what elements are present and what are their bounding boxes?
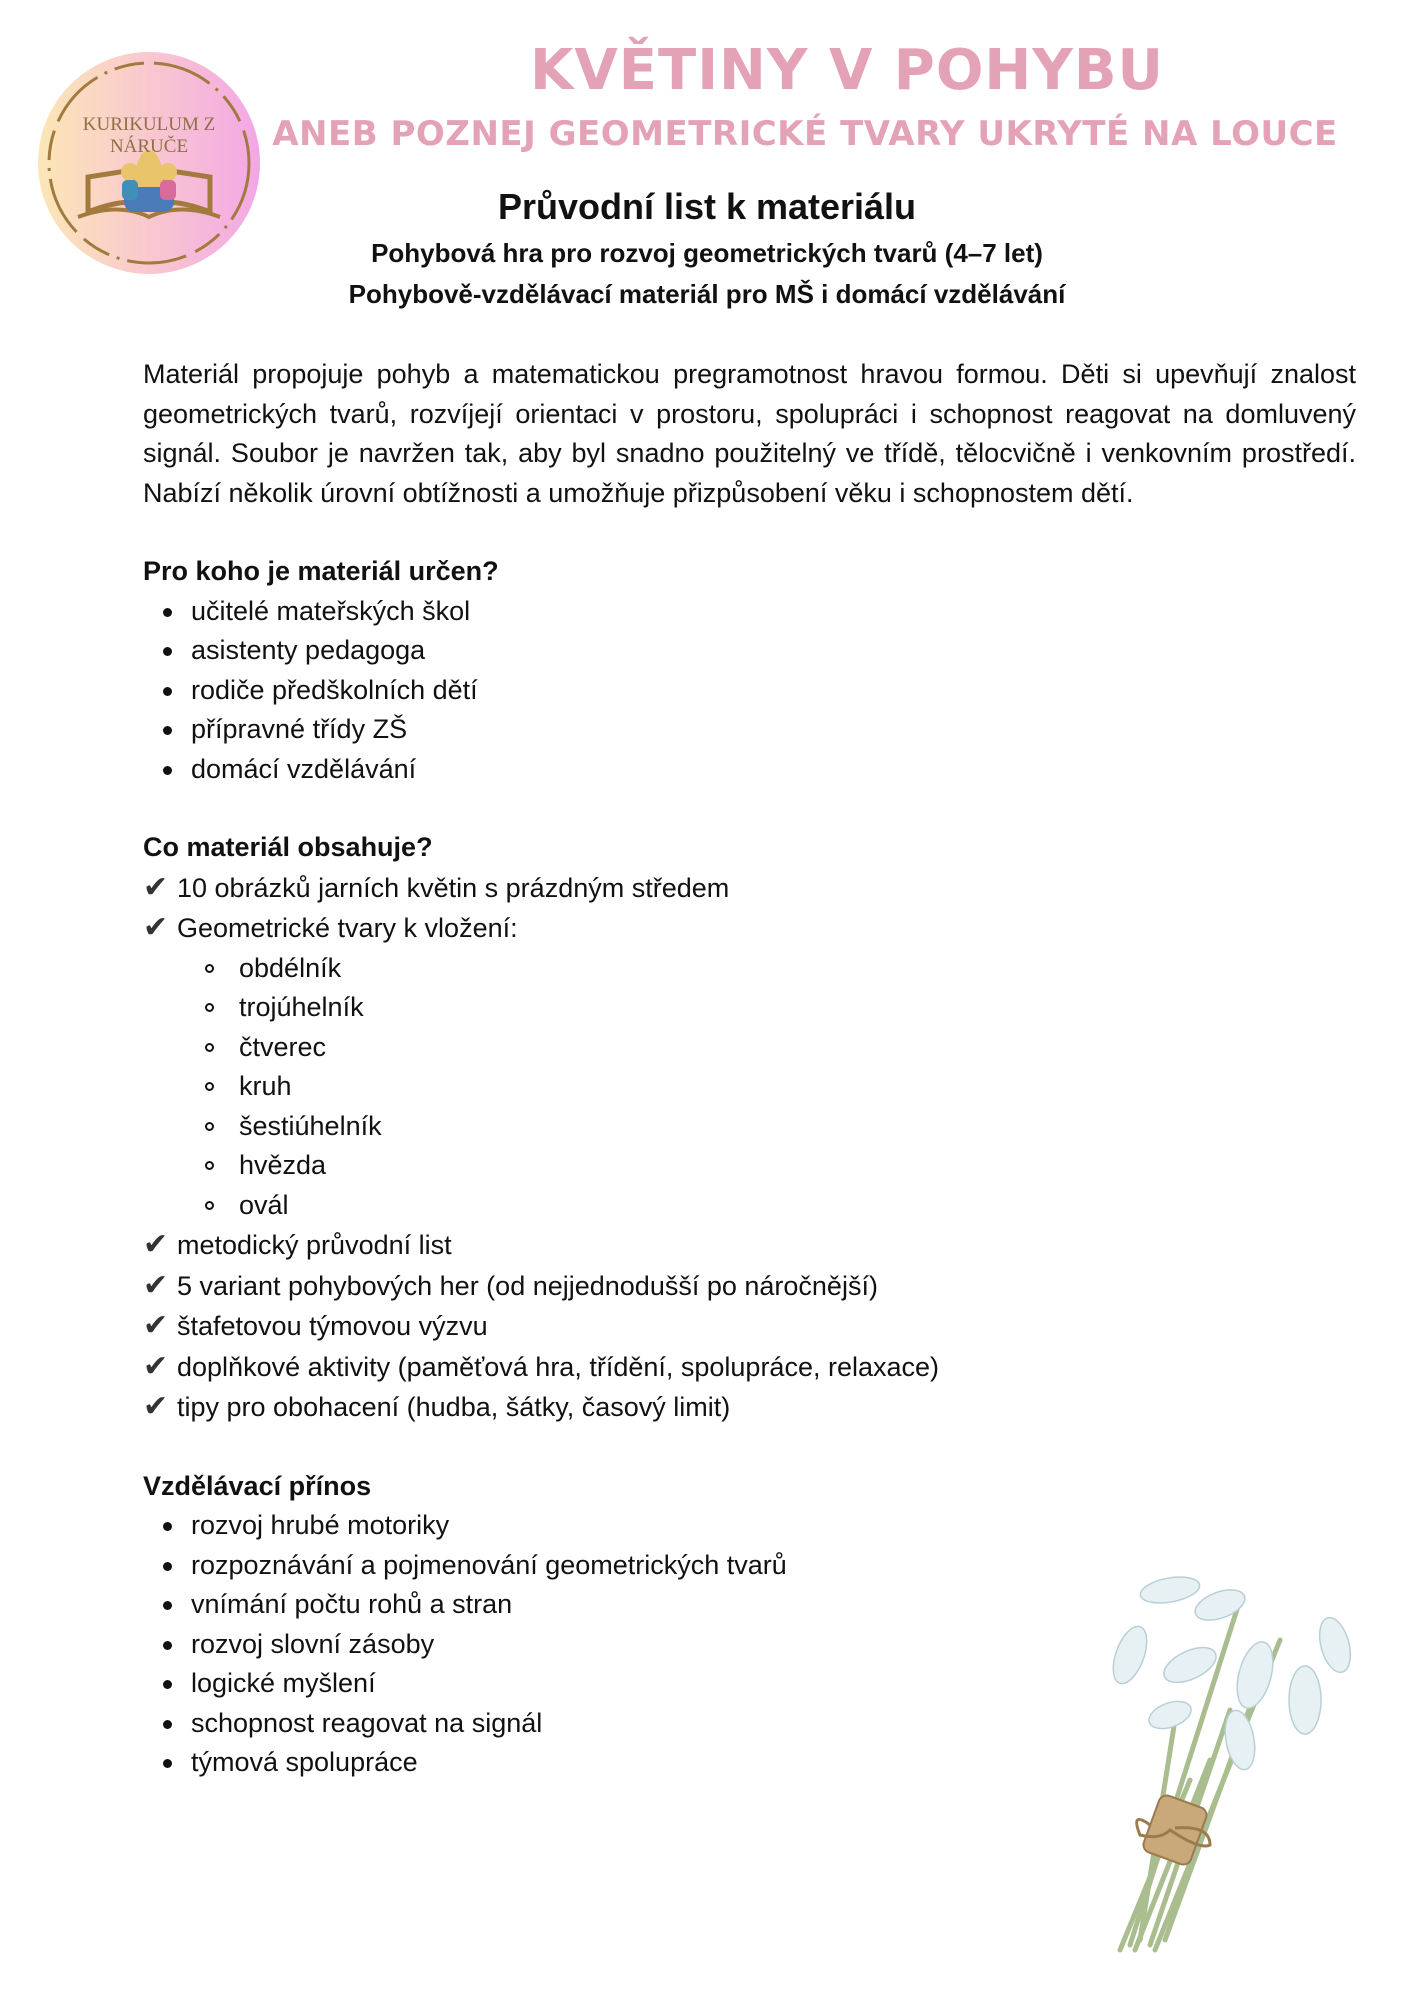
checklist-item	[143, 1225, 1356, 1266]
checklist-text: Geometrické tvary k vložení:	[177, 913, 518, 943]
list-item: logické myšlení	[157, 1664, 1356, 1704]
list-item: ovál	[205, 1186, 1356, 1226]
page-subtitle: ANEB POZNEJ GEOMETRICKÉ TVARY UKRYTÉ NA LOUCE	[272, 114, 1338, 154]
checkmark-icon: ✔	[143, 1268, 169, 1302]
checklist-item	[143, 908, 1356, 949]
checkmark-icon: ✔	[143, 1228, 169, 1261]
checklist-text: tipy pro obohacení (hudba, šátky, časový limit)	[177, 1392, 731, 1422]
list-item: asistenty pedagoga	[157, 631, 1356, 671]
list-item: čtverec	[205, 1028, 1356, 1068]
list-item: vnímání počtu rohů a stran	[157, 1585, 1356, 1625]
list-item: rozpoznávání a pojmenování geometrických tvarů	[157, 1546, 1356, 1586]
checklist-item	[143, 1387, 1356, 1428]
page-title: KVĚTINY V POHYBU	[530, 38, 1164, 103]
document-subheading-2: Pohybově-vzdělávací materiál pro MŠ i domácí vzdělávání	[348, 279, 1066, 309]
list-item: rodiče předškolních dětí	[157, 671, 1356, 711]
logo-text-line2: NÁRUČE	[109, 136, 189, 157]
list-item: hvězda	[205, 1146, 1356, 1186]
checklist-text: 10 obrázků jarních květin s prázdným středem	[177, 872, 730, 903]
checklist-item	[143, 868, 1356, 909]
list-item: trojúhelník	[205, 988, 1356, 1028]
checkmark-icon: ✔	[143, 870, 169, 904]
checklist-item	[143, 1306, 1356, 1347]
list-item: schopnost reagovat na signál	[157, 1704, 1356, 1744]
checklist-item	[143, 1347, 1356, 1388]
checklist-text: štafetovou týmovou výzvu	[177, 1311, 488, 1341]
snowdrop-bouquet-icon	[1080, 1560, 1360, 1960]
list-item: rozvoj hrubé motoriky	[157, 1506, 1356, 1546]
document-subheading-1: Pohybová hra pro rozvoj geometrických tvarů (4–7 let)	[371, 238, 1043, 268]
list-item: šestiúhelník	[205, 1107, 1356, 1147]
checkmark-icon: ✔	[143, 1390, 169, 1423]
checkmark-icon: ✔	[143, 1349, 169, 1383]
document-heading: Průvodní list k materiálu	[497, 186, 917, 227]
shapes-list	[143, 949, 1356, 1226]
logo-text-line1: KURIKULUM Z	[82, 114, 216, 135]
list-item: přípravné třídy ZŠ	[157, 710, 1356, 750]
audience-list	[143, 592, 1356, 790]
list-item: kruh	[205, 1067, 1356, 1107]
benefits-heading: Vzdělávací přínos	[143, 1470, 372, 1501]
checklist-text: metodický průvodní list	[177, 1230, 452, 1260]
checkmark-icon: ✔	[143, 911, 169, 944]
list-item: rozvoj slovní zásoby	[157, 1625, 1356, 1665]
contents-heading: Co materiál obsahuje?	[143, 832, 433, 862]
checkmark-icon: ✔	[143, 1309, 169, 1342]
checklist-text: doplňkové aktivity (paměťová hra, třídění, spolupráce, relaxace)	[177, 1351, 940, 1382]
intro-paragraph: Materiál propojuje pohyb a matematickou pregramotnost hravou formou. Děti si upevňují znalost geometrických tvarů, rozvíjejí orientaci v prostoru, spolupráci i schopnost reagovat na domluvený signál. Soubor je navržen tak, aby byl snadno použitelný ve třídě, tělocvičně i venkovním prostředí. Nabízí několik úrovní obtížnosti a umožňuje přizpůsobení věku i schopnostem dětí.	[143, 359, 1356, 508]
checklist-text: 5 variant pohybových her (od nejjednodušší po náročnější)	[177, 1270, 878, 1301]
checklist-item	[143, 1266, 1356, 1307]
audience-heading: Pro koho je materiál určen?	[143, 556, 499, 586]
list-item: obdélník	[205, 949, 1356, 989]
list-item: domácí vzdělávání	[157, 750, 1356, 790]
list-item: týmová spolupráce	[157, 1743, 1356, 1783]
list-item: učitelé mateřských škol	[157, 592, 1356, 632]
